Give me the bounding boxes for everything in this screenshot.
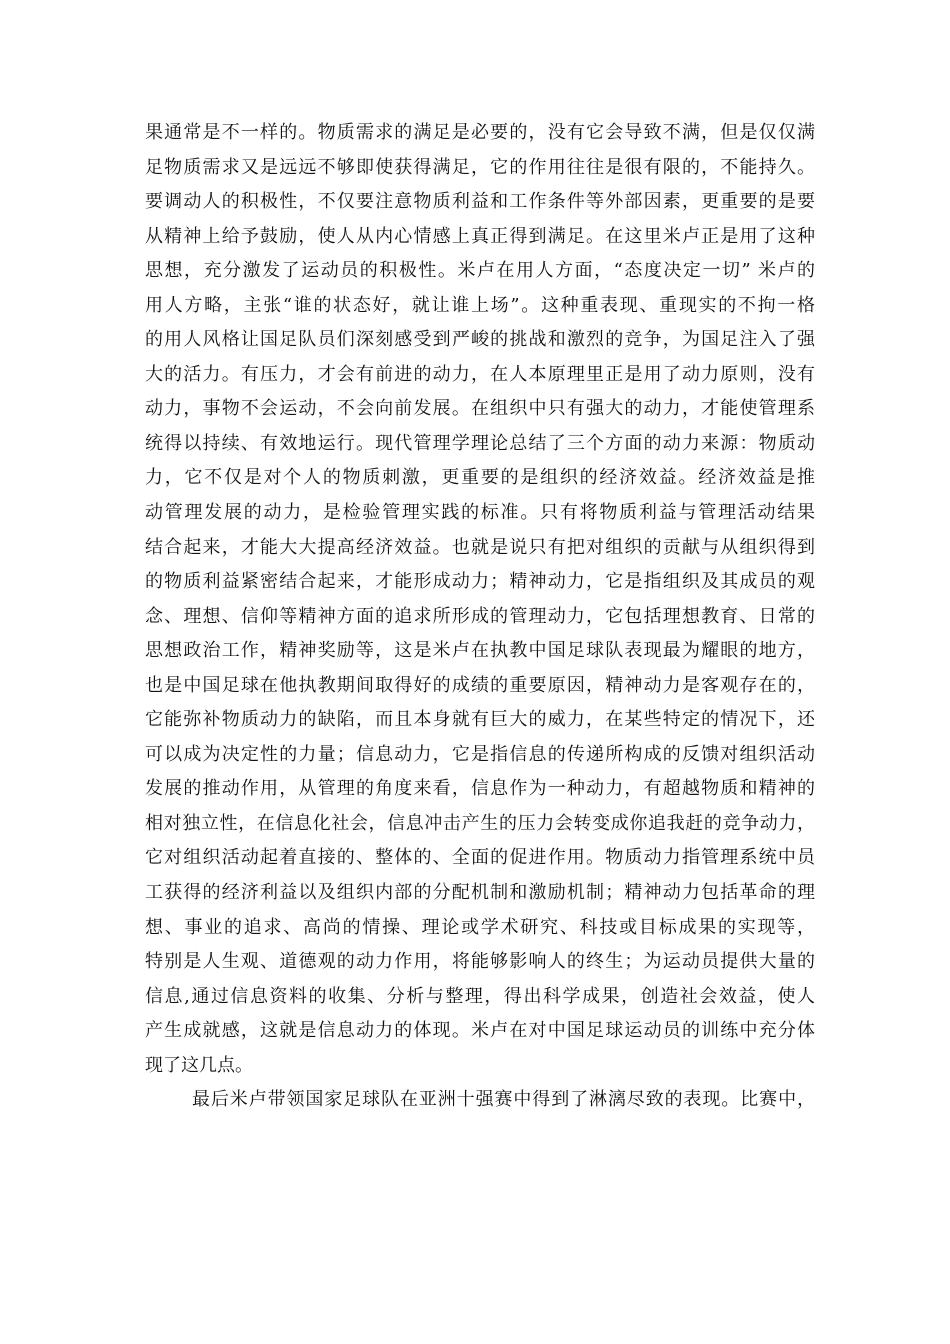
text-line: 足物质需求又是远远不够即使获得满足，它的作用往往是很有限的，不能持久。	[145, 156, 815, 178]
text-line: 要调动人的积极性，不仅要注意物质利益和工作条件等外部因素，更重要的是要	[145, 191, 815, 213]
text-line: 思想，充分激发了运动员的积极性。米卢在用人方面，“态度决定一切” 米卢的	[145, 260, 815, 282]
text-line: 最后米卢带领国家足球队在亚洲十强赛中得到了淋漓尽致的表现。比赛中，	[192, 1089, 815, 1111]
text-line: 统得以持续、有效地运行。现代管理学理论总结了三个方面的动力来源：物质动	[145, 432, 815, 454]
text-line: 它能弥补物质动力的缺陷，而且本身就有巨大的威力，在某些特定的情况下，还	[145, 709, 815, 731]
document-body	[145, 116, 815, 1118]
text-line: 相对独立性，在信息化社会，信息冲击产生的压力会转变成你追我赶的竞争动力，	[145, 812, 815, 834]
text-line: 的用人风格让国足队员们深刻感受到严峻的挑战和激烈的竞争，为国足注入了强	[145, 329, 815, 351]
text-line: 动力，事物不会运动，不会向前发展。在组织中只有强大的动力，才能使管理系	[145, 398, 815, 420]
text-line: 念、理想、信仰等精神方面的追求所形成的管理动力，它包括理想教育、日常的	[145, 605, 815, 627]
text-line: 的物质利益紧密结合起来，才能形成动力；精神动力，它是指组织及其成员的观	[145, 571, 815, 593]
text-line: 果通常是不一样的。物质需求的满足是必要的，没有它会导致不满，但是仅仅满	[145, 122, 815, 143]
text-line: 特别是人生观、道德观的动力作用，将能够影响人的终生；为运动员提供大量的	[145, 951, 815, 973]
text-line: 现了这几点。	[145, 1054, 253, 1076]
text-line: 大的活力。有压力，才会有前进的动力，在人本原理里正是用了动力原则，没有	[145, 363, 815, 385]
text-line: 工获得的经济利益以及组织内部的分配机制和激励机制；精神动力包括革命的理	[145, 882, 815, 904]
paragraph-2	[145, 1083, 815, 1118]
text-line: 从精神上给予鼓励，使人从内心情感上真正得到满足。在这里米卢正是用了这种	[145, 225, 815, 247]
text-line: 产生成就感，这就是信息动力的体现。米卢在对中国足球运动员的训练中充分体	[145, 1020, 815, 1042]
text-line: 动管理发展的动力，是检验管理实践的标准。只有将物质利益与管理活动结果	[145, 502, 815, 524]
text-line: 想、事业的追求、高尚的情操、理论或学术研究、科技或目标成果的实现等，	[145, 916, 815, 938]
paragraph-1	[145, 116, 815, 1083]
text-line: 用人方略，主张“谁的状态好，就让谁上场”。这种重表现、重现实的不拘一格	[145, 294, 815, 316]
text-line: 也是中国足球在他执教期间取得好的成绩的重要原因，精神动力是客观存在的，	[145, 674, 815, 696]
text-line: 结合起来，才能大大提高经济效益。也就是说只有把对组织的贡献与从组织得到	[145, 536, 815, 558]
text-line: 它对组织活动起着直接的、整体的、全面的促进作用。物质动力指管理系统中员	[145, 847, 815, 869]
text-line: 发展的推动作用，从管理的角度来看，信息作为一种动力，有超越物质和精神的	[145, 778, 815, 800]
text-line: 信息,通过信息资料的收集、分析与整理，得出科学成果，创造社会效益，使人	[145, 985, 815, 1007]
text-line: 可以成为决定性的力量；信息动力，它是指信息的传递所构成的反馈对组织活动	[145, 743, 815, 765]
text-line: 思想政治工作，精神奖励等，这是米卢在执教中国足球队表现最为耀眼的地方，	[145, 640, 815, 662]
text-line: 力，它不仅是对个人的物质刺激，更重要的是组织的经济效益。经济效益是推	[145, 467, 815, 489]
